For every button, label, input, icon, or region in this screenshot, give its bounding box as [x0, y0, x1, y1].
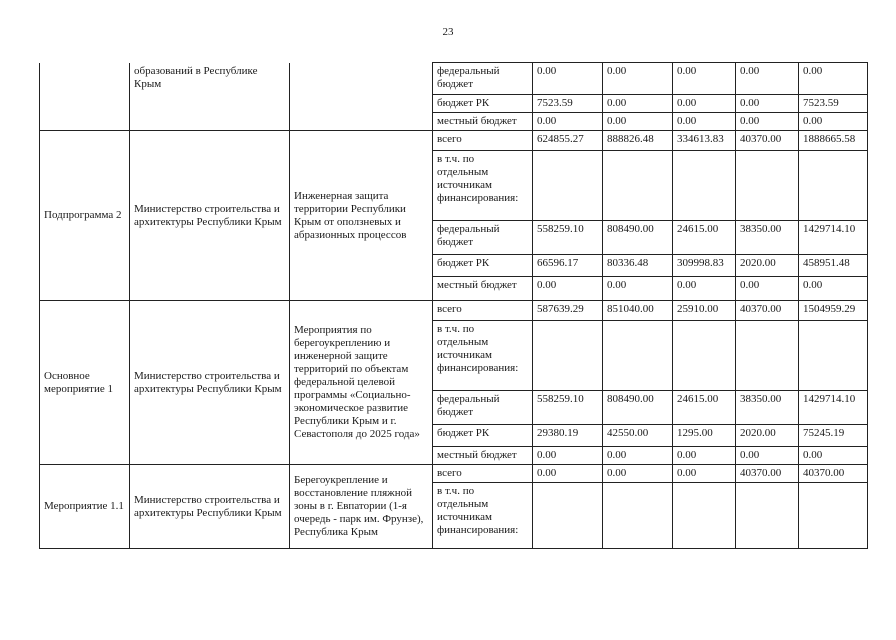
funding-source: всего	[433, 301, 533, 321]
amount-cell	[533, 483, 603, 549]
amount-cell	[736, 151, 799, 221]
amount-cell	[533, 151, 603, 221]
responsible-cell: Министерство строительства и архитектуры Республики Крым	[130, 301, 290, 465]
amount-cell: 624855.27	[533, 131, 603, 151]
amount-cell: 0.00	[736, 113, 799, 131]
amount-cell: 7523.59	[533, 95, 603, 113]
amount-cell: 66596.17	[533, 255, 603, 277]
amount-cell	[799, 151, 868, 221]
amount-cell: 0.00	[603, 447, 673, 465]
table-row	[40, 63, 868, 95]
status-cell: Мероприятие 1.1	[40, 465, 130, 549]
amount-cell: 25910.00	[673, 301, 736, 321]
funding-source: федеральный бюджет	[433, 391, 533, 425]
amount-cell: 0.00	[603, 63, 673, 95]
funding-source: местный бюджет	[433, 113, 533, 131]
amount-cell: 587639.29	[533, 301, 603, 321]
amount-cell: 1295.00	[673, 425, 736, 447]
amount-cell: 0.00	[736, 447, 799, 465]
amount-cell: 24615.00	[673, 391, 736, 425]
table-row	[40, 131, 868, 151]
amount-cell	[533, 321, 603, 391]
amount-cell: 0.00	[799, 113, 868, 131]
amount-cell: 40370.00	[799, 465, 868, 483]
amount-cell: 42550.00	[603, 425, 673, 447]
amount-cell: 808490.00	[603, 391, 673, 425]
amount-cell: 0.00	[799, 63, 868, 95]
amount-cell: 0.00	[603, 465, 673, 483]
amount-cell: 75245.19	[799, 425, 868, 447]
name-cell: Мероприятия по берегоукреплению и инженерной защите территорий по объектам федеральной целевой программы «Социально-экономическое развитие Республики Крым и г. Севастополя до 2025 года»	[290, 301, 433, 465]
funding-source: бюджет РК	[433, 425, 533, 447]
amount-cell: 0.00	[603, 113, 673, 131]
amount-cell: 0.00	[673, 277, 736, 301]
amount-cell: 7523.59	[799, 95, 868, 113]
amount-cell: 0.00	[736, 95, 799, 113]
amount-cell: 1429714.10	[799, 221, 868, 255]
amount-cell	[673, 483, 736, 549]
amount-cell: 0.00	[673, 447, 736, 465]
funding-source: местный бюджет	[433, 277, 533, 301]
name-cell	[290, 63, 433, 131]
amount-cell	[603, 483, 673, 549]
amount-cell: 888826.48	[603, 131, 673, 151]
amount-cell: 2020.00	[736, 255, 799, 277]
responsible-cell: образований в Республике Крым	[130, 63, 290, 131]
amount-cell: 2020.00	[736, 425, 799, 447]
funding-source: местный бюджет	[433, 447, 533, 465]
amount-cell: 0.00	[799, 277, 868, 301]
amount-cell	[673, 321, 736, 391]
amount-cell: 1888665.58	[799, 131, 868, 151]
status-cell	[40, 63, 130, 131]
amount-cell	[603, 321, 673, 391]
budget-table	[39, 62, 868, 549]
amount-cell: 38350.00	[736, 391, 799, 425]
amount-cell: 0.00	[673, 113, 736, 131]
amount-cell: 309998.83	[673, 255, 736, 277]
funding-source: федеральный бюджет	[433, 221, 533, 255]
amount-cell: 0.00	[603, 95, 673, 113]
amount-cell: 0.00	[533, 113, 603, 131]
amount-cell: 458951.48	[799, 255, 868, 277]
status-cell: Основное мероприятие 1	[40, 301, 130, 465]
funding-source: бюджет РК	[433, 255, 533, 277]
amount-cell	[736, 321, 799, 391]
funding-source: всего	[433, 465, 533, 483]
amount-cell: 40370.00	[736, 465, 799, 483]
page-number: 23	[442, 26, 454, 38]
amount-cell: 24615.00	[673, 221, 736, 255]
amount-cell: 0.00	[533, 465, 603, 483]
amount-cell: 851040.00	[603, 301, 673, 321]
funding-source: федеральный бюджет	[433, 63, 533, 95]
table-row	[40, 465, 868, 483]
amount-cell: 0.00	[533, 277, 603, 301]
funding-source: в т.ч. по отдельным источникам финансирования:	[433, 483, 533, 549]
name-cell: Берегоукрепление и восстановление пляжной зоны в г. Евпатории (1-я очередь - парк им. Фрунзе), Республика Крым	[290, 465, 433, 549]
funding-source: всего	[433, 131, 533, 151]
amount-cell: 0.00	[736, 277, 799, 301]
amount-cell	[799, 483, 868, 549]
amount-cell: 558259.10	[533, 391, 603, 425]
amount-cell: 0.00	[673, 63, 736, 95]
funding-source: в т.ч. по отдельным источникам финансирования:	[433, 151, 533, 221]
amount-cell: 0.00	[533, 447, 603, 465]
amount-cell	[799, 321, 868, 391]
table-row	[40, 301, 868, 321]
amount-cell: 0.00	[799, 447, 868, 465]
amount-cell: 334613.83	[673, 131, 736, 151]
amount-cell: 558259.10	[533, 221, 603, 255]
status-cell: Подпрограмма 2	[40, 131, 130, 301]
amount-cell	[603, 151, 673, 221]
amount-cell: 38350.00	[736, 221, 799, 255]
responsible-cell: Министерство строительства и архитектуры Республики Крым	[130, 131, 290, 301]
amount-cell: 0.00	[603, 277, 673, 301]
funding-source: бюджет РК	[433, 95, 533, 113]
amount-cell: 80336.48	[603, 255, 673, 277]
responsible-cell: Министерство строительства и архитектуры Республики Крым	[130, 465, 290, 549]
funding-source: в т.ч. по отдельным источникам финансирования:	[433, 321, 533, 391]
amount-cell: 1504959.29	[799, 301, 868, 321]
amount-cell: 0.00	[673, 465, 736, 483]
amount-cell: 808490.00	[603, 221, 673, 255]
amount-cell	[736, 483, 799, 549]
amount-cell	[673, 151, 736, 221]
amount-cell: 1429714.10	[799, 391, 868, 425]
amount-cell: 0.00	[736, 63, 799, 95]
amount-cell: 29380.19	[533, 425, 603, 447]
amount-cell: 0.00	[533, 63, 603, 95]
amount-cell: 40370.00	[736, 301, 799, 321]
name-cell: Инженерная защита территории Республики Крым от оползневых и абразионных процессов	[290, 131, 433, 301]
amount-cell: 40370.00	[736, 131, 799, 151]
amount-cell: 0.00	[673, 95, 736, 113]
